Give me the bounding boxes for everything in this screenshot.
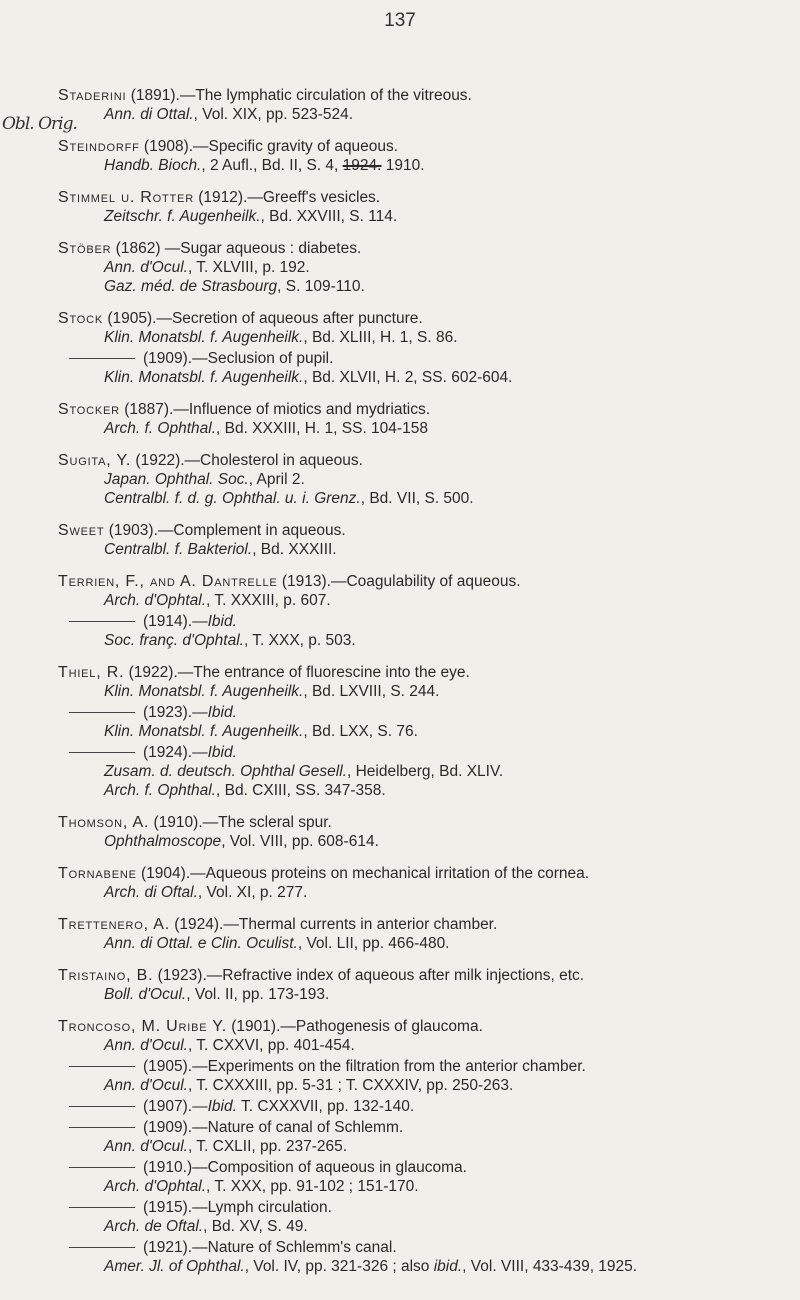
reference-source (58, 883, 788, 902)
journal-title: Amer. Jl. of Ophthal. (104, 1258, 245, 1275)
volume-pages: , Vol. II, pp. 173-193. (186, 986, 330, 1003)
reference-source (58, 682, 788, 701)
reference-entry (58, 915, 788, 953)
article-title: —Experiments on the filtration from the anterior chamber. (192, 1058, 586, 1075)
reference-heading (58, 451, 788, 470)
article-title: —Nature of canal of Schlemm. (192, 1119, 404, 1136)
handwritten-margin-note: Obl. Orig. (2, 114, 77, 134)
year: (1915). (143, 1199, 193, 1216)
reference-source (58, 1217, 788, 1236)
author-name: Thomson, A. (58, 814, 150, 831)
ditto-dash (69, 752, 135, 753)
journal-title: Ann. d'Ocul. (104, 1138, 188, 1155)
volume-pages: , T. CXXXIII, pp. 5-31 ; T. CXXXIV, pp. 250-263. (187, 1077, 514, 1094)
journal-title: Ophthalmoscope (104, 833, 222, 850)
author-name: Troncoso, M. Uribe Y. (58, 1018, 227, 1035)
reference-source (58, 832, 788, 851)
reference-heading (58, 86, 788, 105)
journal-title: Handb. Bioch. (104, 157, 202, 174)
journal-title: Zeitschr. f. Augenheilk. (104, 208, 261, 225)
reference-entry (58, 572, 788, 650)
handwritten-year-correction: 1910. (381, 157, 425, 174)
article-title: —Thermal currents in anterior chamber. (223, 916, 498, 933)
author-name: Stimmel u. Rotter (58, 189, 194, 206)
journal-title: Ann. di Ottal. e Clin. Oculist. (104, 935, 298, 952)
volume-pages: , Bd. VII, S. 500. (360, 490, 474, 507)
volume-pages: , Vol. XI, p. 277. (197, 884, 308, 901)
article-title: —Coagulability of aqueous. (330, 573, 521, 590)
volume-pages: , T. XXX, pp. 91-102 ; 151-170. (206, 1178, 419, 1195)
journal-title: Klin. Monatsbl. f. Augenheilk. (104, 369, 304, 386)
year: (1923). (153, 967, 207, 984)
reference-source (58, 1076, 788, 1095)
ditto-dash (69, 1127, 135, 1128)
year: (1924). (143, 744, 193, 761)
reference-heading (58, 915, 788, 934)
author-name: Staderini (58, 87, 127, 104)
article-title: —Influence of miotics and mydriatics. (173, 401, 431, 418)
year: (1924). (169, 916, 224, 933)
reference-source (58, 470, 788, 489)
journal-title: Arch. di Oftal. (104, 884, 198, 901)
article-title: —Complement in aqueous. (157, 522, 346, 539)
reference-heading (58, 521, 788, 540)
reference-entry (58, 813, 788, 851)
article-title: —Greeff's vesicles. (247, 189, 381, 206)
ditto-dash (69, 358, 135, 359)
reference-source (58, 105, 788, 124)
ditto-dash (69, 1167, 135, 1168)
reference-heading (58, 1017, 788, 1036)
year: (1903). (104, 522, 158, 539)
article-title: —The lymphatic circulation of the vitreous. (179, 87, 472, 104)
reference-source (58, 591, 788, 610)
journal-title: Arch. de Oftal. (104, 1218, 204, 1235)
volume-pages: , Bd. XXXIII, H. 1, SS. 104-158 (216, 420, 428, 437)
year: (1914). (143, 613, 193, 630)
reference-source (58, 631, 788, 650)
year: (1904). (136, 865, 191, 882)
struck-year: 1924. (342, 157, 382, 174)
volume-pages: , Bd. XXVIII, S. 114. (260, 208, 398, 225)
reference-entry (58, 663, 788, 800)
reference-subentry-heading (58, 1198, 788, 1217)
volume-pages: , T. XXX, p. 503. (243, 632, 356, 649)
year: (1901). (226, 1018, 281, 1035)
reference-heading (58, 813, 788, 832)
reference-entry (58, 864, 788, 902)
article-title: —Refractive index of aqueous after milk injections, etc. (206, 967, 585, 984)
author-name: Tornabene (58, 865, 137, 882)
volume-pages: , Bd. XLVII, H. 2, SS. 602-604. (303, 369, 513, 386)
reference-subentry-heading (58, 1158, 788, 1177)
reference-subentry-heading (58, 1057, 788, 1076)
reference-subentry-heading (58, 1097, 788, 1116)
year: (1910). (149, 814, 203, 831)
page-number: 137 (384, 10, 416, 31)
journal-title: Soc. franç. d'Ophtal. (104, 632, 244, 649)
journal-title: Japan. Ophthal. Soc. (104, 471, 249, 488)
reference-source (58, 368, 788, 387)
reference-entry (58, 1017, 788, 1276)
article-title: —Pathogenesis of glaucoma. (280, 1018, 483, 1035)
reference-heading (58, 572, 788, 591)
year: (1905). (103, 310, 157, 327)
reference-entry (58, 451, 788, 508)
reference-heading (58, 188, 788, 207)
reference-source (58, 1137, 788, 1156)
article-title: —Ibid. (192, 704, 237, 721)
article-title: —Ibid. (192, 1098, 237, 1115)
reference-source (58, 419, 788, 438)
author-name: Terrien, F., and A. Dantrelle (58, 573, 278, 590)
reference-source (58, 1257, 788, 1276)
year: (1910.) (143, 1159, 193, 1176)
volume-pages: T. CXXXVII, pp. 132-140. (236, 1098, 415, 1115)
article-title: —Specific gravity of aqueous. (193, 138, 399, 155)
volume-pages: , T. CXLII, pp. 237-265. (187, 1138, 348, 1155)
year: (1908). (139, 138, 194, 155)
article-title: —The entrance of fluorescine into the eye. (177, 664, 470, 681)
reference-source (58, 540, 788, 559)
author-name: Stock (58, 310, 104, 327)
ditto-dash (69, 712, 135, 713)
ditto-dash (69, 1106, 135, 1107)
reference-subentry-heading (58, 349, 788, 368)
author-name: Stocker (58, 401, 120, 418)
author-name: Stöber (58, 240, 112, 257)
journal-title: Gaz. méd. de Strasbourg (104, 278, 278, 295)
year: (1891). (126, 87, 180, 104)
article-title: —Sugar aqueous : diabetes. (160, 240, 362, 257)
author-name: Sugita, Y. (58, 452, 132, 469)
volume-pages: , April 2. (248, 471, 305, 488)
ditto-dash (69, 1247, 135, 1248)
volume-pages: , 2 Aufl., Bd. II, S. 4, (201, 157, 343, 174)
ditto-dash (69, 1207, 135, 1208)
reference-entry (58, 188, 788, 226)
reference-source (58, 985, 788, 1004)
year: (1887). (119, 401, 174, 418)
ditto-dash (69, 621, 135, 622)
reference-source (58, 781, 788, 800)
year: (1922). (131, 452, 185, 469)
volume-pages: , Bd. XV, S. 49. (203, 1218, 308, 1235)
article-title: —Secretion of aqueous after puncture. (156, 310, 423, 327)
journal-title: Ann. d'Ocul. (104, 1037, 188, 1054)
reference-heading (58, 400, 788, 419)
year: (1921). (143, 1239, 193, 1256)
article-title: —Cholesterol in aqueous. (184, 452, 363, 469)
journal-title: Arch. d'Ophtal. (104, 592, 207, 609)
article-title: —Lymph circulation. (192, 1199, 332, 1216)
year: (1862) (111, 240, 161, 257)
volume-pages: , Vol. LII, pp. 466-480. (297, 935, 450, 952)
reference-entry (58, 966, 788, 1004)
journal-title: Zusam. d. deutsch. Ophthal Gesell. (104, 763, 347, 780)
reference-heading (58, 309, 788, 328)
year: (1913). (277, 573, 331, 590)
journal-title: Klin. Monatsbl. f. Augenheilk. (104, 723, 304, 740)
journal-title: Centralbl. f. Bakteriol. (104, 541, 253, 558)
reference-source (58, 1036, 788, 1055)
reference-source (58, 934, 788, 953)
reference-subentry-heading (58, 1118, 788, 1137)
article-title: —Ibid. (192, 744, 237, 761)
journal-title: Arch. f. Ophthal. (104, 420, 216, 437)
article-title: —Seclusion of pupil. (192, 350, 334, 367)
volume-pages: , T. XLVIII, p. 192. (187, 259, 310, 276)
ibid-reference: ibid. (433, 1258, 463, 1275)
year: (1909). (143, 350, 193, 367)
journal-title: Ann. di Ottal. (104, 106, 194, 123)
reference-entry (58, 86, 788, 124)
reference-source (58, 762, 788, 781)
reference-list (58, 86, 788, 1289)
reference-source (58, 1177, 788, 1196)
volume-pages: , Bd. XLIII, H. 1, S. 86. (303, 329, 458, 346)
year: (1909). (143, 1119, 193, 1136)
volume-pages: , Vol. VIII, 433-439, 1925. (462, 1258, 638, 1275)
reference-heading (58, 663, 788, 682)
reference-heading (58, 864, 788, 883)
journal-title: Centralbl. f. d. g. Ophthal. u. i. Grenz. (104, 490, 361, 507)
article-title: —Aqueous proteins on mechanical irritation of the cornea. (190, 865, 590, 882)
reference-entry (58, 521, 788, 559)
reference-source (58, 489, 788, 508)
journal-title: Ann. d'Ocul. (104, 1077, 188, 1094)
reference-subentry-heading (58, 743, 788, 762)
year: (1922). (124, 664, 178, 681)
reference-heading (58, 966, 788, 985)
reference-entry (58, 400, 788, 438)
reference-heading (58, 239, 788, 258)
author-name: Tristaino, B. (58, 967, 154, 984)
volume-pages: , T. XXXIII, p. 607. (206, 592, 331, 609)
reference-source (58, 156, 788, 175)
volume-pages: , Heidelberg, Bd. XLIV. (346, 763, 504, 780)
volume-pages: , Bd. LXX, S. 76. (303, 723, 418, 740)
reference-subentry-heading (58, 1238, 788, 1257)
author-name: Thiel, R. (58, 664, 125, 681)
reference-subentry-heading (58, 703, 788, 722)
year: (1912). (193, 189, 248, 206)
article-title: —Ibid. (192, 613, 237, 630)
reference-subentry-heading (58, 612, 788, 631)
journal-title: Arch. d'Ophtal. (104, 1178, 207, 1195)
volume-pages: , Vol. IV, pp. 321-326 ; also (244, 1258, 434, 1275)
reference-source (58, 207, 788, 226)
reference-source (58, 328, 788, 347)
year: (1907). (143, 1098, 193, 1115)
ditto-dash (69, 1066, 135, 1067)
reference-entry (58, 309, 788, 387)
volume-pages: , T. CXXVI, pp. 401-454. (187, 1037, 355, 1054)
journal-title: Klin. Monatsbl. f. Augenheilk. (104, 329, 304, 346)
reference-heading (58, 137, 788, 156)
year: (1905). (143, 1058, 193, 1075)
reference-source (58, 277, 788, 296)
article-title: —Nature of Schlemm's canal. (192, 1239, 397, 1256)
author-name: Steindorff (58, 138, 140, 155)
volume-pages: , Vol. XIX, pp. 523-524. (193, 106, 354, 123)
article-title: —Composition of aqueous in glaucoma. (192, 1159, 467, 1176)
article-title: —The scleral spur. (202, 814, 332, 831)
volume-pages: , Bd. CXIII, SS. 347-358. (216, 782, 386, 799)
journal-title: Arch. f. Ophthal. (104, 782, 216, 799)
volume-pages: , Bd. LXVIII, S. 244. (303, 683, 440, 700)
journal-title: Klin. Monatsbl. f. Augenheilk. (104, 683, 304, 700)
reference-entry (58, 239, 788, 296)
volume-pages: , S. 109-110. (277, 278, 365, 295)
reference-source (58, 722, 788, 741)
author-name: Trettenero, A. (58, 916, 170, 933)
volume-pages: , Vol. VIII, pp. 608-614. (221, 833, 379, 850)
reference-entry (58, 137, 788, 175)
journal-title: Ann. d'Ocul. (104, 259, 188, 276)
journal-title: Boll. d'Ocul. (104, 986, 187, 1003)
year: (1923). (143, 704, 193, 721)
volume-pages: , Bd. XXXIII. (252, 541, 337, 558)
reference-source (58, 258, 788, 277)
author-name: Sweet (58, 522, 105, 539)
